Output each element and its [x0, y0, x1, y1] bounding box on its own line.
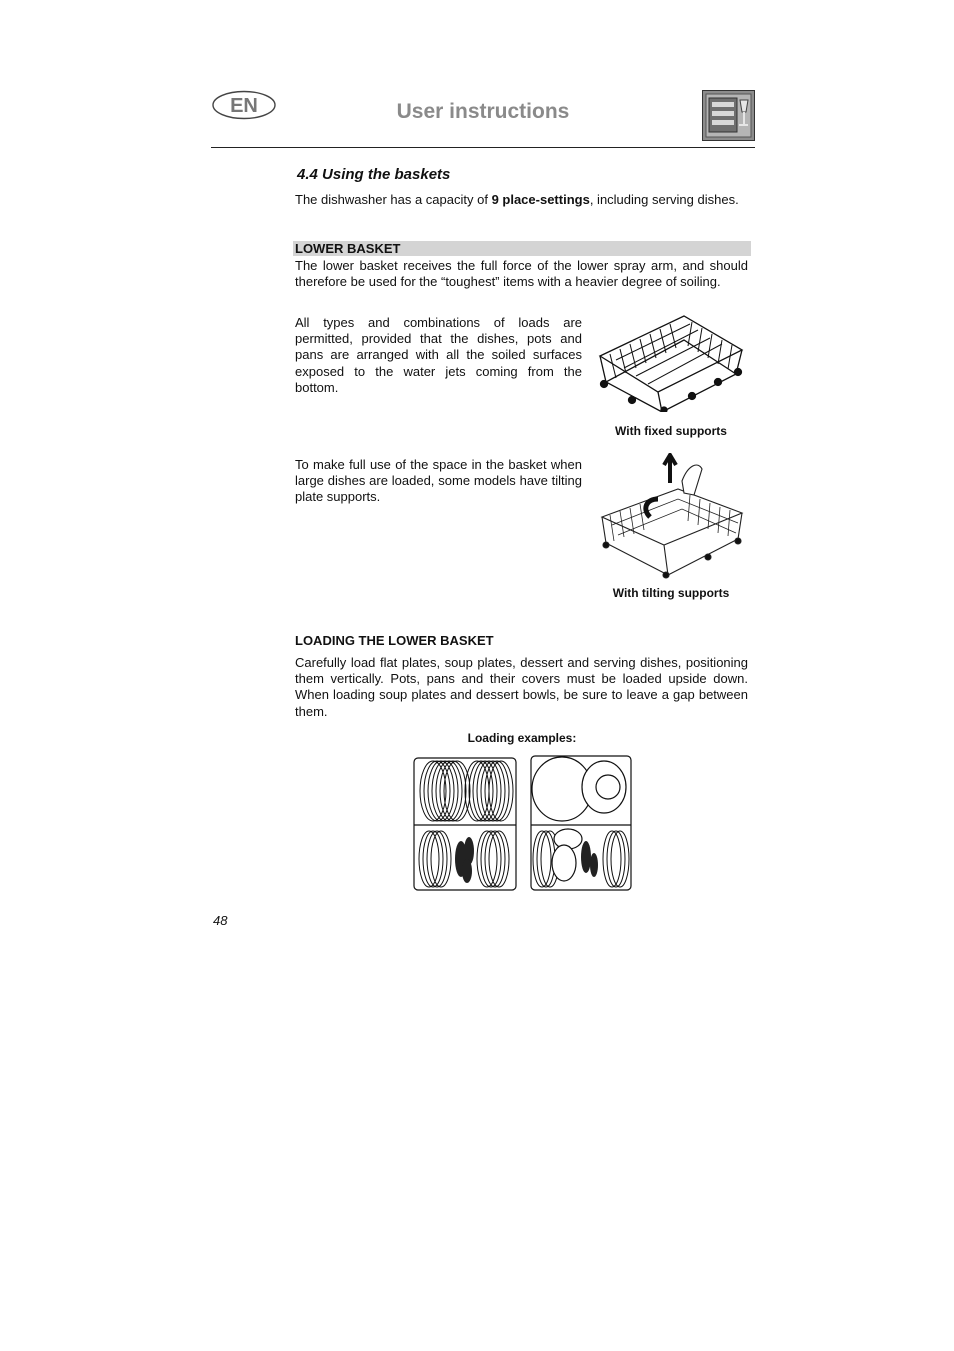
lower-basket-heading: LOWER BASKET [293, 241, 751, 256]
intro-text-after: , including serving dishes. [589, 192, 739, 207]
page-title: User instructions [396, 100, 570, 123]
loading-examples-caption: Loading examples: [467, 731, 577, 745]
language-badge-text: EN [230, 95, 258, 117]
dishwasher-icon [702, 90, 755, 141]
loading-example-bowls-illustration [528, 753, 634, 893]
intro-text-bold: 9 place-settings [491, 192, 590, 207]
loading-text: Carefully load flat plates, soup plates, dessert and serving dishes, positioning them vertically. Pots, pans and their covers must be loaded upside down. When loading soup plates and dessert bowls, be sure to leave a gap between them. [295, 655, 748, 719]
header-rule [211, 147, 755, 148]
section-heading: 4.4 Using the baskets [297, 166, 451, 183]
intro-paragraph [295, 192, 754, 208]
load-types-paragraph: All types and combinations of loads are permitted, provided that the dishes, pots and pans are arranged with all the soiled surfaces exposed to the water jets coming from the bottom. [295, 315, 582, 395]
loading-heading: LOADING THE LOWER BASKET [295, 633, 494, 648]
lower-basket-text: The lower basket receives the full force of the lower spray arm, and should therefore be used for the “toughest” items with a heavier degree of soiling. [295, 258, 748, 290]
tilting-supports-paragraph: To make full use of the space in the basket when large dishes are loaded, some models have tilting plate supports. [295, 457, 582, 505]
language-badge [212, 90, 276, 120]
basket-fixed-supports-illustration [596, 312, 748, 412]
loading-example-plates-illustration [411, 755, 519, 893]
intro-text-before: The dishwasher has a capacity of [295, 192, 492, 207]
basket-tilting-supports-illustration [598, 453, 746, 579]
caption-tilting-supports: With tilting supports [612, 586, 730, 600]
page-number: 48 [213, 913, 228, 928]
caption-fixed-supports: With fixed supports [615, 424, 727, 438]
